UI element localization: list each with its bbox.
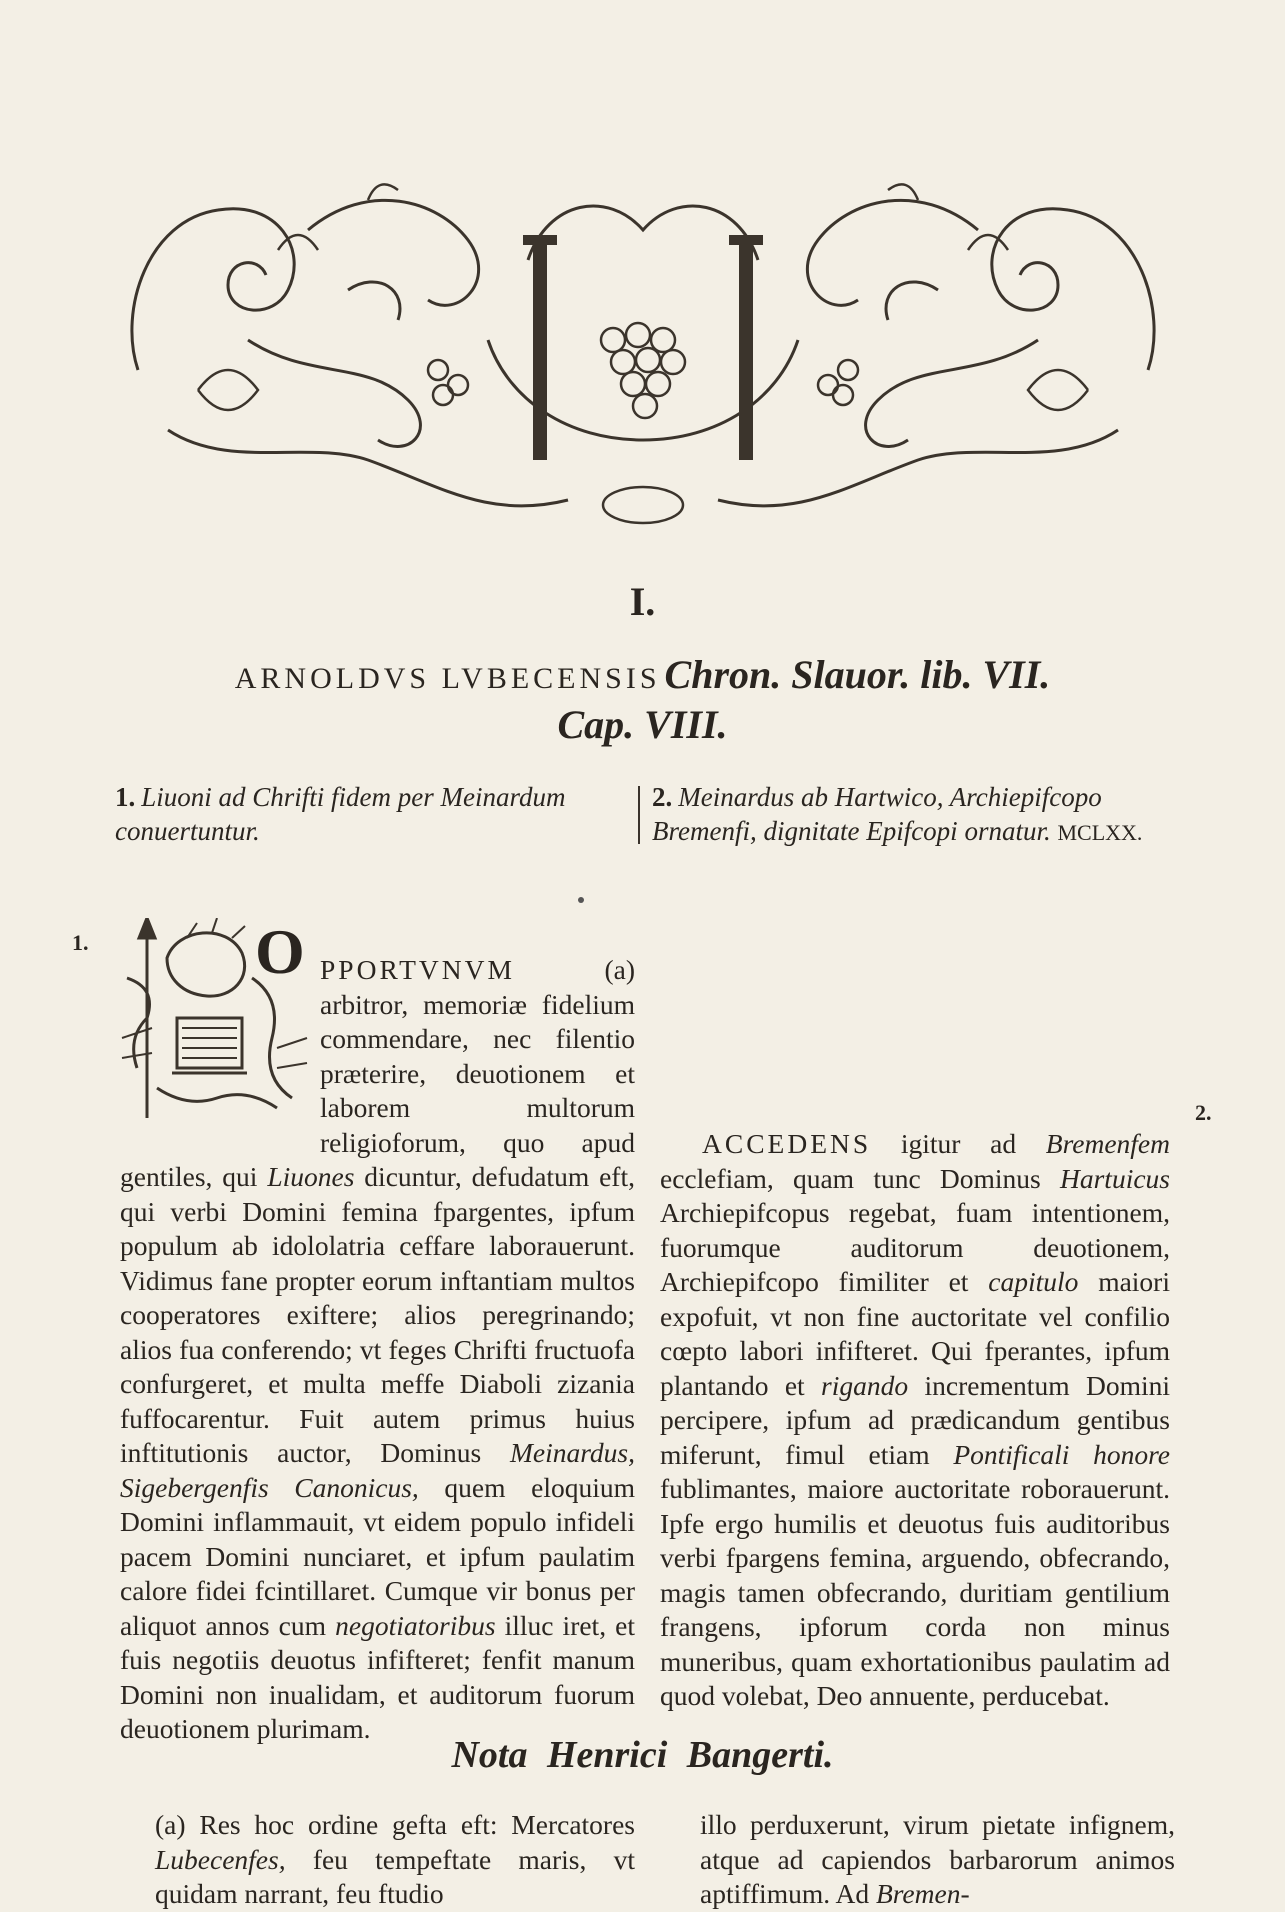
p2-text-b: ecclefiam, quam tunc Dominus (660, 1162, 1060, 1194)
author-name: ARNOLDVS LVBECENSIS (234, 662, 661, 695)
summary-left-text: Liuoni ad Chrifti fidem per Meinardum conuertuntur. (115, 782, 566, 846)
caput-label: Cap. VIII. (557, 702, 728, 747)
paragraph-2 (660, 1127, 1170, 1714)
p1-text-a: (a) arbitror, memoriæ fidelium commendare, nec filentio præterire, deuotionem et laborem multorum religioforum, quo apud gentiles, qui (120, 954, 635, 1192)
note-lubecenses: Lubecenfes, (155, 1843, 286, 1875)
opening-word: PPORTVNVM (320, 954, 515, 985)
margin-number-right: 2. (1195, 1100, 1212, 1125)
p2-bremensem: Bremenfem (1045, 1128, 1170, 1159)
p2-text-d: maiori expofuit, vt non fine auctoritate vel confilio cœpto labori infifteret. Qui fperantes, ipfum plantando et (660, 1266, 1170, 1401)
p1-text-b: dicuntur, defudatum eft, qui verbi Domini femina fpargentes, ipfum populum ab idololatria ceffare laborauerunt. Vidimus fane propter eorum inftantiam multos cooperatores exiftere; alios peregrinando; alios fua conferendo; vt feges Chrifti fructuofa confurgeret, et multa meffe Diaboli zizania fuffocarentur. Fuit autem primus huius inftitutionis auctor, Dominus (120, 1161, 635, 1468)
p2-hartuicus: Hartuicus (1060, 1162, 1170, 1194)
p1-meinardus: Meinardus, Sigebergenfis Canonicus, (120, 1437, 635, 1503)
nota-heading: Nota Henrici Bangerti. (451, 1734, 834, 1776)
p1-text-d: illuc iret, et fuis negotiis deuotus infifteret; fenfit manum Domini non inualidam, et auditorum fuorum deuotionem plurimam. (120, 1609, 635, 1744)
work-title: Chron. Slauor. lib. VII. (664, 652, 1051, 697)
summary-left (115, 780, 630, 848)
margin-number-left: 1. (72, 930, 89, 955)
note-left-text-a: (a) Res hoc ordine gefta eft: Mercatores (155, 1809, 635, 1840)
decorated-initial (117, 918, 312, 1128)
initial-letter: O (255, 916, 305, 987)
note-left-text-b: feu tempeftate maris, vt quidam narrant, feu ftudio (155, 1843, 635, 1909)
note-paragraph-left (155, 1808, 635, 1912)
p2-opening-word: ACCEDENS (702, 1128, 872, 1159)
note-column-right (700, 1808, 1175, 1912)
chapter-caput (0, 701, 1285, 748)
p2-text-a: igitur ad (871, 1128, 1046, 1159)
p2-pontificali: Pontificali honore (953, 1438, 1171, 1470)
p2-text-c: Archiepifcopus regebat, fuam intentionem, fuorumque auditorum deuotionem, Archiepifcopo fimiliter et (660, 1197, 1170, 1297)
summary-right-number: 2. (652, 782, 673, 812)
summary-right (652, 780, 1192, 850)
printer-dot (578, 897, 584, 903)
chapter-number: I. (629, 579, 656, 624)
summary-divider (638, 786, 640, 844)
column-continuation-space (660, 953, 1170, 1127)
summary-left-number: 1. (115, 782, 136, 812)
p2-rigando: rigando (821, 1369, 909, 1401)
note-paragraph-right (700, 1808, 1175, 1912)
p2-text-f: fublimantes, maiore auctoritate roborauerunt. Ipfe ergo humilis et deuotus fuis auditoribus verbi fpargens femina, arguendo, obfecrando, magis tamen obfecrando, duritiam gentilium frangens, ipforum corda non minus muneribus, quam exhortationibus paulatim ad quod volebat, Deo annuente, perducebat. (660, 1473, 1170, 1711)
p1-negotiatoribus: negotiatoribus (335, 1609, 496, 1641)
p1-text-c: quem eloquium Domini inflammauit, vt eidem populo infideli pacem Domini nunciaret, et ipfum paulatim calore fidei fcintillaret. Cumque vir bonus per aliquot annos cum (120, 1471, 635, 1641)
note-column-left (155, 1808, 635, 1912)
summary-right-text: Meinardus ab Hartwico, Archiepifcopo Bremenfi, dignitate Epifcopi ornatur. (652, 782, 1102, 846)
p2-capitulo: capitulo (988, 1266, 1079, 1297)
note-right-text-a: illo perduxerunt, virum pietate infignem, atque ad capiendos barbarorum animos aptiffimum. Ad (700, 1809, 1175, 1909)
ornamental-headpiece (108, 140, 1178, 540)
summary-year: MCLXX. (1057, 820, 1143, 845)
text-column-right (660, 953, 1170, 1714)
p1-liuones: Liuones (267, 1161, 355, 1192)
note-bremen: Bremen- (875, 1878, 970, 1909)
chapter-title (0, 651, 1285, 698)
p2-text-e: incrementum Domini percipere, ipfum ad prædicandum gentibus miferunt, fimul etiam (660, 1369, 1170, 1470)
text-column-left (120, 916, 635, 1747)
